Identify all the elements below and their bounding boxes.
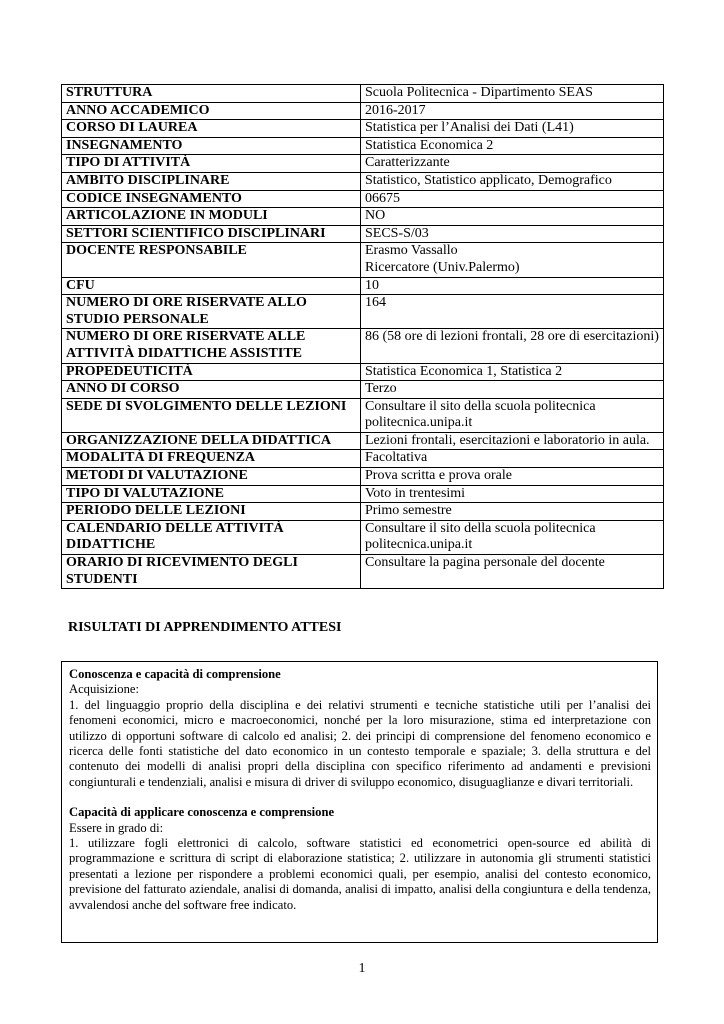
- row-value: 10: [361, 277, 664, 295]
- row-label: MODALITÀ DI FREQUENZA: [62, 450, 361, 468]
- table-row: [62, 555, 664, 589]
- row-label: CFU: [62, 277, 361, 295]
- row-label: PERIODO DELLE LEZIONI: [62, 503, 361, 521]
- table-row: [62, 155, 664, 173]
- row-value: [361, 243, 664, 277]
- page-number: 1: [358, 961, 366, 976]
- row-label: CODICE INSEGNAMENTO: [62, 190, 361, 208]
- row-value: NO: [361, 208, 664, 226]
- row-value: Consultare il sito della scuola politecnica politecnica.unipa.it: [361, 520, 664, 554]
- row-value: Facoltativa: [361, 450, 664, 468]
- table-row: [62, 225, 664, 243]
- table-row: [62, 243, 664, 277]
- row-value: Statistica Economica 2: [361, 137, 664, 155]
- row-label: INSEGNAMENTO: [62, 137, 361, 155]
- row-value-line: Erasmo Vassallo: [365, 243, 458, 259]
- row-value: Primo semestre: [361, 503, 664, 521]
- row-value: Terzo: [361, 381, 664, 399]
- row-value: Scuola Politecnica - Dipartimento SEAS: [361, 85, 664, 103]
- knowledge-heading: Conoscenza e capacità di comprensione: [69, 667, 281, 681]
- table-row: [62, 520, 664, 554]
- table-row: [62, 468, 664, 486]
- row-label: ORGANIZZAZIONE DELLA DIDATTICA: [62, 432, 361, 450]
- row-label: SETTORI SCIENTIFICO DISCIPLINARI: [62, 225, 361, 243]
- row-value: Statistica per l’Analisi dei Dati (L41): [361, 120, 664, 138]
- table-row: [62, 503, 664, 521]
- row-label: ANNO ACCADEMICO: [62, 102, 361, 120]
- table-row: [62, 363, 664, 381]
- table-row: [62, 381, 664, 399]
- row-label: CALENDARIO DELLE ATTIVITÀ DIDATTICHE: [62, 520, 361, 554]
- table-row: [62, 329, 664, 363]
- row-label: CORSO DI LAUREA: [62, 120, 361, 138]
- section-title: RISULTATI DI APPRENDIMENTO ATTESI: [68, 620, 342, 635]
- row-value: Lezioni frontali, esercitazioni e laboratorio in aula.: [361, 432, 664, 450]
- table-row: [62, 85, 664, 103]
- row-value-line: Ricercatore (Univ.Palermo): [365, 259, 520, 275]
- row-label: NUMERO DI ORE RISERVATE ALLO STUDIO PERSONALE: [62, 295, 361, 329]
- application-intro: Essere in grado di:: [69, 820, 164, 835]
- row-value: Statistico, Statistico applicato, Demografico: [361, 172, 664, 190]
- row-label: NUMERO DI ORE RISERVATE ALLE ATTIVITÀ DIDATTICHE ASSISTITE: [62, 329, 361, 363]
- row-value: 06675: [361, 190, 664, 208]
- row-label: DOCENTE RESPONSABILE: [62, 243, 361, 277]
- row-label: SEDE DI SVOLGIMENTO DELLE LEZIONI: [62, 398, 361, 432]
- row-label: ANNO DI CORSO: [62, 381, 361, 399]
- row-label: ARTICOLAZIONE IN MODULI: [62, 208, 361, 226]
- knowledge-intro: Acquisizione:: [69, 682, 139, 697]
- table-row: [62, 485, 664, 503]
- table-row: [62, 172, 664, 190]
- course-info-table: [61, 84, 664, 589]
- row-label: TIPO DI ATTIVITÀ: [62, 155, 361, 173]
- learning-outcomes-box: [61, 661, 658, 943]
- knowledge-text: 1. del linguaggio proprio della disciplina e dei relativi strumenti e tecniche statistiche utili per l’analisi dei fenomeni economici, micro e macroeconomici, nonché per la loro misurazione, stima ed interpretazione con utilizzo di opportuni software di calcolo ed analisi; 2. dei principi di comprensione del fenomeno economico e ricerca delle fonti statistiche del dato economico in un contesto temporale e spaziale; 3. della struttura e del contenuto dei modelli di analisi propri della disciplina con specifico riferimento ad andamenti e previsioni congiunturali e tendenziali, analisi e misura di driver di sviluppo economico, disuguaglianze e divari territoriali.: [69, 697, 651, 789]
- row-value: Voto in trentesimi: [361, 485, 664, 503]
- table-row: [62, 432, 664, 450]
- row-value: Statistica Economica 1, Statistica 2: [361, 363, 664, 381]
- row-value: SECS-S/03: [361, 225, 664, 243]
- row-value: Caratterizzante: [361, 155, 664, 173]
- row-value: 164: [361, 295, 664, 329]
- table-row: [62, 277, 664, 295]
- table-row: [62, 450, 664, 468]
- row-value: 86 (58 ore di lezioni frontali, 28 ore di esercitazioni): [361, 329, 664, 363]
- table-row: [62, 208, 664, 226]
- row-label: ORARIO DI RICEVIMENTO DEGLI STUDENTI: [62, 555, 361, 589]
- table-row: [62, 137, 664, 155]
- row-label: STRUTTURA: [62, 85, 361, 103]
- application-text: 1. utilizzare fogli elettronici di calcolo, software statistici ed econometrici open-source ed abilità di programmazione e scrittura di script di elaborazione statistica; 2. utilizzare in autonomia gli strumenti statistici presentati a lezione per rispondere a problemi economici quali, per esempio, analisi del contesto economico, previsione del fatturato aziendale, analisi di domanda, analisi di impatto, analisi della congiuntura e della tendenza, avvalendosi anche del software free indicato.: [69, 836, 651, 912]
- row-value: Prova scritta e prova orale: [361, 468, 664, 486]
- row-label: AMBITO DISCIPLINARE: [62, 172, 361, 190]
- spacer: [69, 790, 651, 805]
- table-row: [62, 120, 664, 138]
- application-heading: Capacità di applicare conoscenza e comprensione: [69, 805, 335, 820]
- row-label: TIPO DI VALUTAZIONE: [62, 485, 361, 503]
- row-value: 2016-2017: [361, 102, 664, 120]
- table-row: [62, 295, 664, 329]
- course-info-body: [62, 85, 664, 589]
- table-row: [62, 190, 664, 208]
- row-value: Consultare la pagina personale del docente: [361, 555, 664, 589]
- table-row: [62, 102, 664, 120]
- table-row: [62, 398, 664, 432]
- row-label: PROPEDEUTICITÀ: [62, 363, 361, 381]
- row-label: METODI DI VALUTAZIONE: [62, 468, 361, 486]
- row-value: Consultare il sito della scuola politecnica politecnica.unipa.it: [361, 398, 664, 432]
